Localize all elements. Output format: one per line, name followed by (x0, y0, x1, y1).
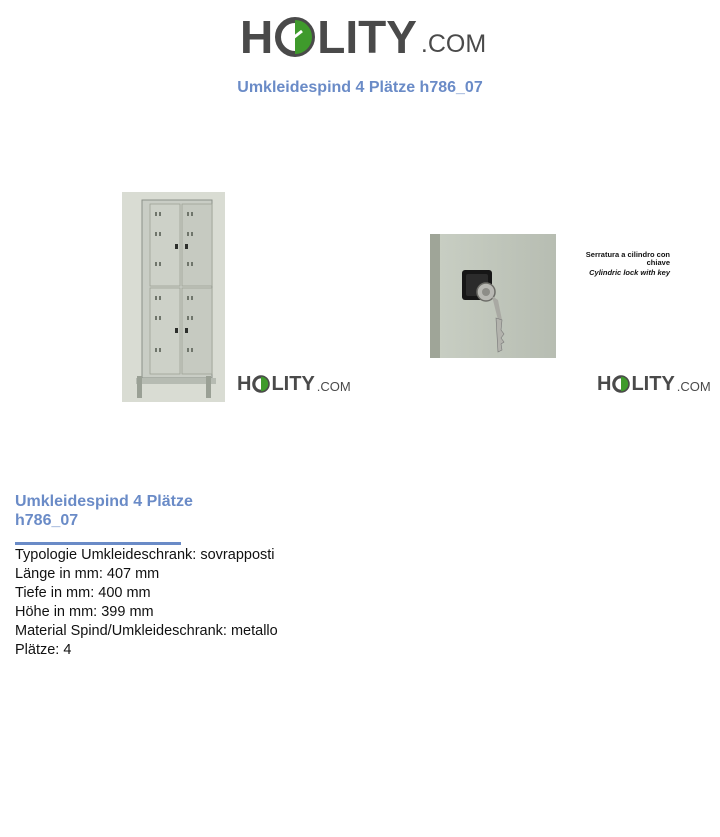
spec-item: Länge in mm: 407 mm (15, 566, 160, 582)
logo-letters-lity: LITY (271, 373, 315, 395)
spec-item: Material Spind/Umkleideschrank: metallo (15, 623, 278, 639)
cylinder-lock-illustration (430, 234, 556, 358)
lock-caption-italian: Serratura a cilindro con chiave (585, 250, 670, 267)
lock-caption-english: Cylindric lock with key (589, 268, 670, 277)
brand-logo-watermark (237, 374, 351, 394)
lock-caption (580, 251, 670, 277)
logo-letter-h: H (237, 373, 252, 395)
logo-domain: .COM (676, 379, 711, 394)
logo-o-icon (275, 17, 315, 57)
logo-domain: .COM (316, 379, 351, 394)
logo-letter-h: H (597, 373, 612, 395)
logo-o-icon (612, 375, 630, 393)
logo-domain: .COM (420, 30, 487, 58)
product-specs-list (15, 546, 278, 660)
spec-item: Typologie Umkleideschrank: sovrapposti (15, 547, 275, 563)
page-title: Umkleidespind 4 Plätze h786_07 (237, 79, 483, 96)
section-divider (15, 542, 181, 545)
logo-o-icon (252, 375, 270, 393)
product-name: Umkleidespind 4 Plätze h786_07 (15, 493, 193, 529)
spec-item: Höhe in mm: 399 mm (15, 604, 154, 620)
locker-product-image[interactable] (122, 192, 225, 402)
spec-item: Tiefe in mm: 400 mm (15, 585, 151, 601)
cylinder-lock-image[interactable] (430, 234, 556, 358)
brand-logo-watermark (597, 374, 711, 394)
logo-letters-lity: LITY (631, 373, 675, 395)
spec-item: Plätze: 4 (15, 642, 72, 658)
logo-letter-h: H (240, 11, 274, 63)
brand-logo[interactable] (240, 11, 487, 63)
logo-letters-lity: LITY (317, 11, 417, 63)
locker-illustration (122, 192, 225, 402)
